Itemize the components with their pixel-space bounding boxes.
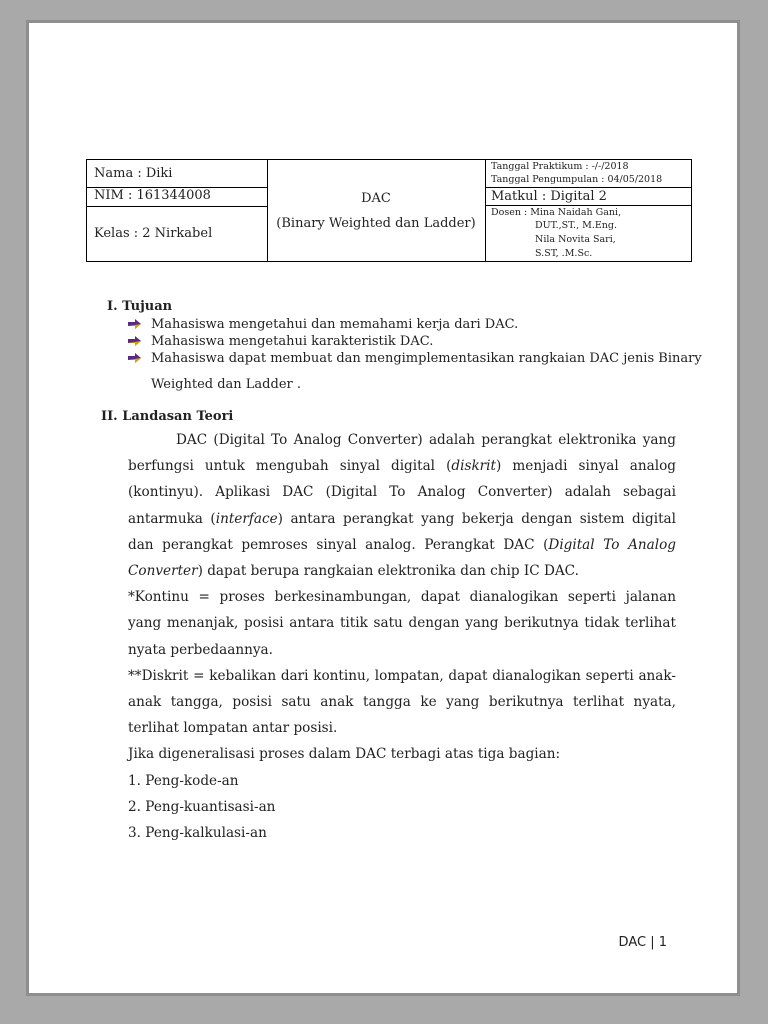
- student-name: Nama : Diki: [94, 166, 173, 181]
- list-item: Mahasiswa mengetahui karakteristik DAC.: [128, 334, 433, 349]
- paragraph-generalisasi: Jika digeneralisasi proses dalam DAC terbagi atas tiga bagian:: [128, 746, 561, 763]
- lecturer-line-4: S.ST, .M.Sc.: [535, 248, 593, 259]
- header-table: [86, 159, 692, 262]
- page-footer: DAC | 1: [618, 935, 667, 950]
- report-subtitle: (Binary Weighted dan Ladder): [276, 216, 476, 231]
- paragraph-intro: DAC (Digital To Analog Converter) adalah perangkat elektronika yang berfungsi untuk mengubah sinyal digital (diskrit) menjadi sinyal analog (kontinyu). Aplikasi DAC (Digital To Analog Converter) adalah sebagai antarmuka (interface) antara perangkat yang bekerja dengan sistem digital dan perangkat pemroses sinyal analog. Perangkat DAC (Digital To Analog Converter) dapat berupa rangkaian elektronika dan chip IC DAC.: [128, 432, 677, 580]
- paragraph-diskrit: **Diskrit = kebalikan dari kontinu, lompatan, dapat dianalogikan seperti anak-anak tangga, posisi satu anak tangga ke yang berikutnya terlihat nyata, terlihat lompatan antar posisi.: [128, 667, 676, 737]
- report-title: DAC: [361, 191, 391, 206]
- arrow-bullet-icon: [128, 353, 141, 363]
- lecturer-line-1: Dosen : Mina Naidah Gani,: [491, 207, 622, 218]
- list-item: Mahasiswa mengetahui dan memahami kerja dari DAC.: [128, 317, 518, 332]
- practicum-date: Tanggal Praktikum : -/-/2018: [491, 161, 629, 172]
- lecturer-line-3: Nila Novita Sari,: [535, 234, 616, 245]
- section-heading-landasan: II. Landasan Teori: [101, 409, 234, 424]
- arrow-bullet-icon: [128, 336, 141, 346]
- list-item: Mahasiswa dapat membuat dan mengimplementasikan rangkaian DAC jenis Binary: [128, 351, 702, 366]
- arrow-bullet-icon: [128, 319, 141, 329]
- list-item: 1. Peng-kode-an: [128, 773, 239, 789]
- paragraph-kontinu: *Kontinu = proses berkesinambungan, dapat dianalogikan seperti jalanan yang menanjak, posisi antara titik satu dengan yang berikutnya tidak terlihat nyata perbedaannya.: [128, 589, 676, 658]
- lecturer-line-2: DUT.,ST., M.Eng.: [535, 220, 618, 231]
- body-text: [128, 427, 676, 768]
- student-class: Kelas : 2 Nirkabel: [94, 226, 213, 241]
- document-page: [26, 20, 740, 996]
- submission-date: Tanggal Pengumpulan : 04/05/2018: [491, 174, 663, 185]
- student-nim: NIM : 161344008: [94, 188, 211, 203]
- section-heading-tujuan: I. Tujuan: [107, 299, 173, 314]
- list-item: 2. Peng-kuantisasi-an: [128, 799, 276, 815]
- list-item: 3. Peng-kalkulasi-an: [128, 825, 267, 841]
- course-name: Matkul : Digital 2: [491, 189, 607, 204]
- list-item-continuation: Weighted dan Ladder .: [151, 377, 301, 392]
